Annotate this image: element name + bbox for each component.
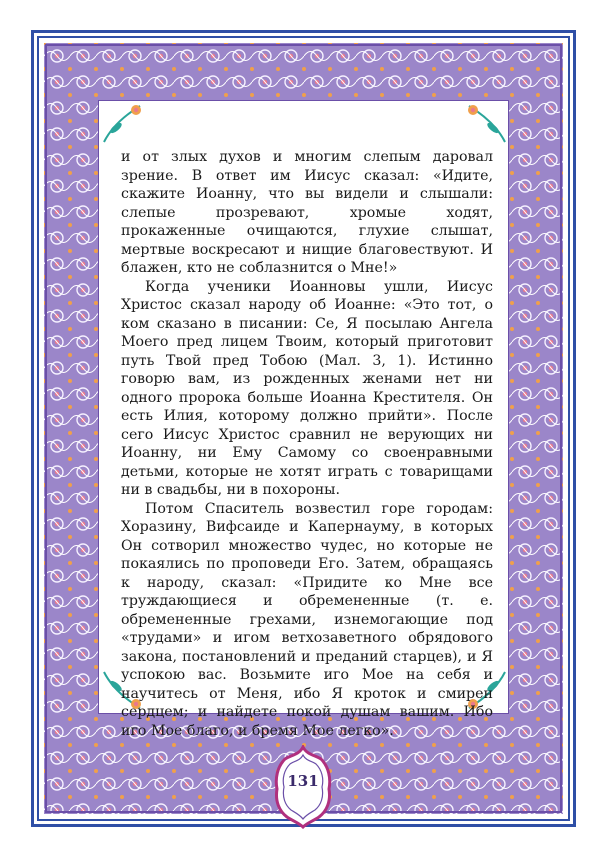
corner-flower-icon [100,100,146,146]
paragraph-3: Потом Спаситель возвестил горе городам: Хоразину, Вифсаиде и Капернауму, в которых Он сотворил множество чудес, но которые не покаялись по проповеди Его. Затем, обращаясь к народу, сказал: «Придите ко Мне все труждающиеся и обремененные (т. е. обремененные грехами, изнемогающие под «трудами» и игом ветхозаветного обрядового закона, постановлений и преданий старцев), и Я успокою вас. Возьмите иго Мое на себя и научитесь от Меня, ибо Я кроток и смирен сердцем; и найдете покой душам вашим. Ибо иго Мое благо, и бремя Мое легко». [121,500,493,739]
paragraph-2: Когда ученики Иоанновы ушли, Иисус Христос сказал народу об Иоанне: «Это тот, о ком сказано в писании: Се, Я посылаю Ангела Моего пред лицем Твоим, который приготовит путь Твой пред Тобою (Мал. 3, 1). Истинно говорю вам, из рожденных женами нет ни одного пророка больше Иоанна Крестителя. Он есть Илия, которому должно прийти». После сего Иисус Христос сравнил не верующих ни Иоанну, ни Ему Самому со своенравными детьми, которые не хотят играть с товарищами ни в свадьбы, ни в похороны. [121,278,493,498]
corner-flower-icon [463,100,509,146]
paragraph-1: и от злых духов и многим слепым даровал зрение. В ответ им Иисус сказал: «Идите, скажите Иоанну, что вы видели и слышали: слепые прозревают, хромые ходят, прокаженные очищаются, глухие слышат, мертвые воскресают и нищие благовествуют. И блажен, кто не соблазнится о Мне!» [121,149,493,276]
page-number: 131 [287,772,319,790]
page-text [121,148,493,740]
